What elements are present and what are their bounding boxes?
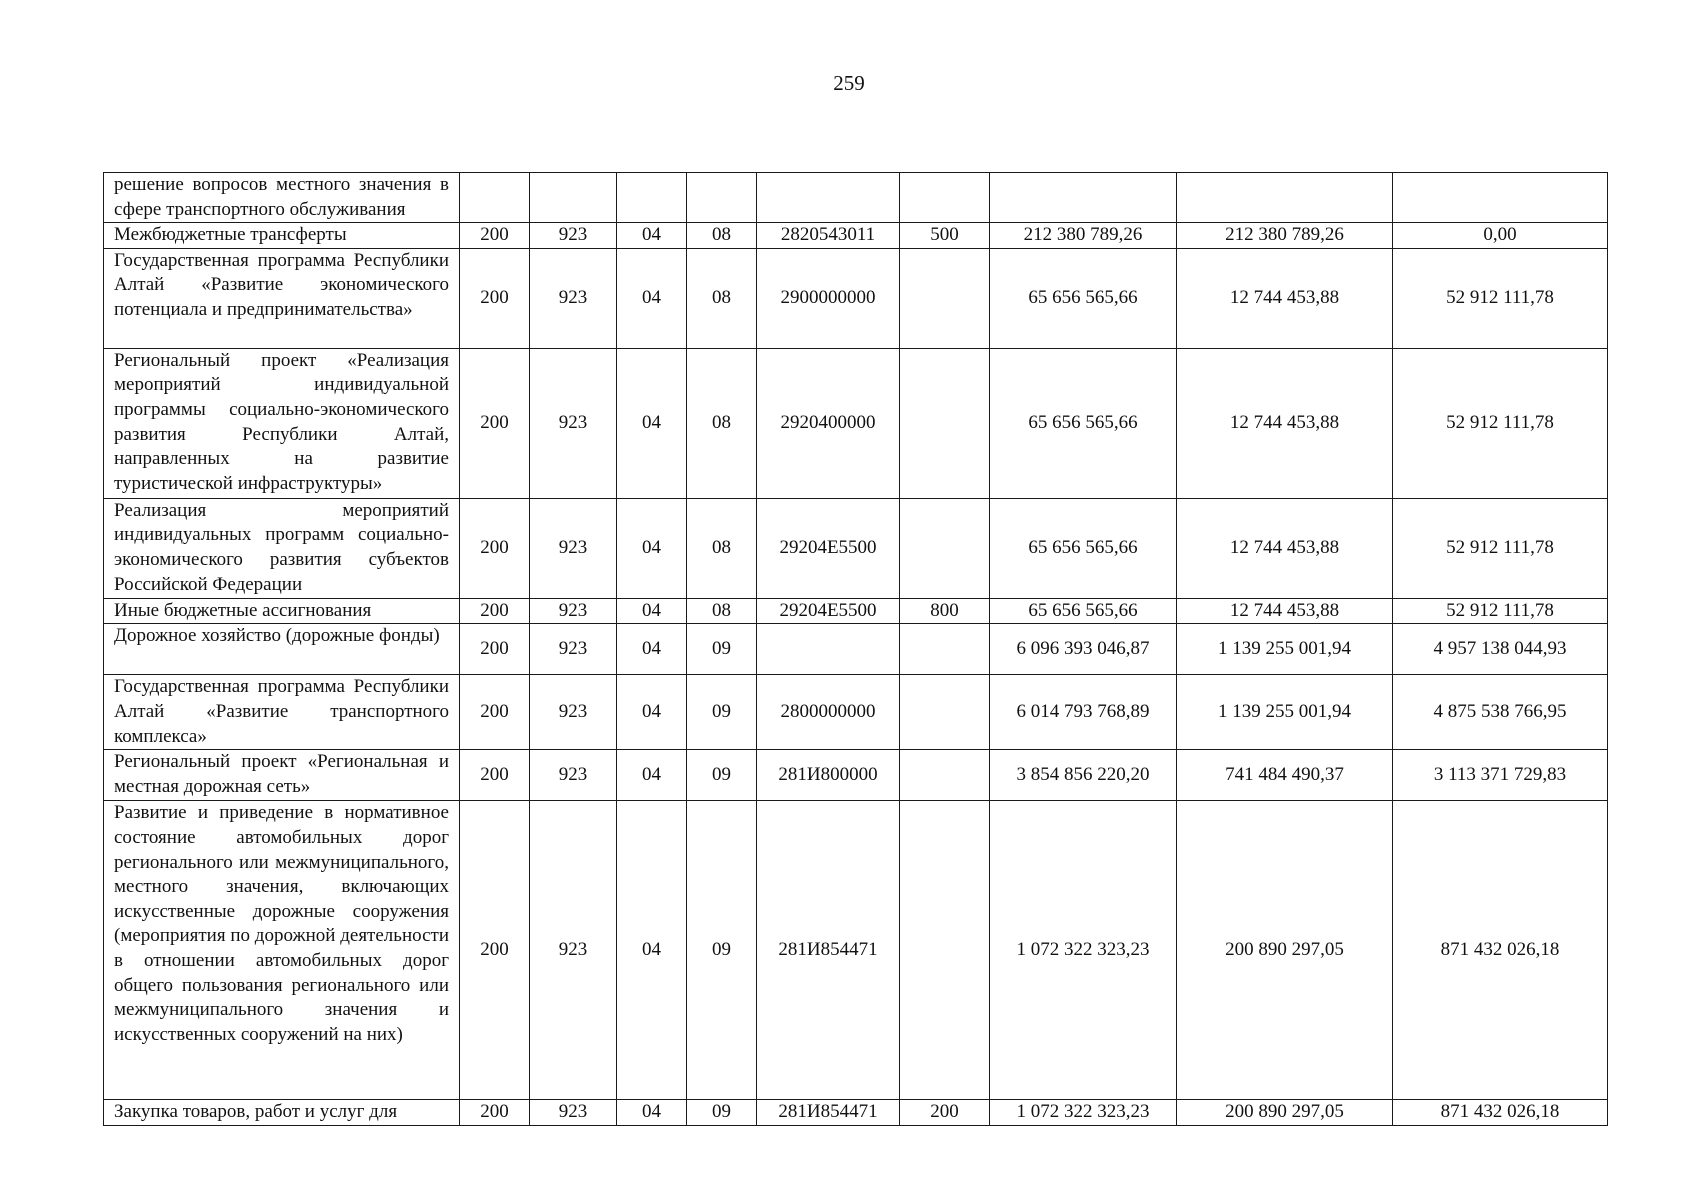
cell-sum2: 1 139 255 001,94 <box>1177 624 1393 675</box>
row-name: Межбюджетные трансферты <box>104 223 460 249</box>
cell-c2: 923 <box>530 675 617 750</box>
table-body <box>104 173 1608 1126</box>
cell-c6: 500 <box>900 223 990 249</box>
cell-sum2: 741 484 490,37 <box>1177 750 1393 801</box>
cell-sum1: 65 656 565,66 <box>990 498 1177 598</box>
row-name: Развитие и приведение в нормативное состояние автомобильных дорог регионального или межмуниципального, местного значения, включающих искусственные дорожные сооружения (мероприятия по дорожной деятельности в отношении автомобильных дорог общего пользования регионального или межмуниципального значения и искусственных сооружений на них) <box>104 801 460 1100</box>
cell-c5: 29204E5500 <box>757 498 900 598</box>
cell-c4: 09 <box>687 675 757 750</box>
cell-c1: 200 <box>460 750 530 801</box>
cell-c3 <box>617 173 687 223</box>
cell-sum1: 65 656 565,66 <box>990 598 1177 624</box>
cell-sum1: 1 072 322 323,23 <box>990 1100 1177 1126</box>
cell-c5: 2900000000 <box>757 248 900 348</box>
cell-sum3: 52 912 111,78 <box>1393 598 1608 624</box>
cell-sum3: 4 875 538 766,95 <box>1393 675 1608 750</box>
cell-c3: 04 <box>617 801 687 1100</box>
cell-sum1: 6 014 793 768,89 <box>990 675 1177 750</box>
cell-sum2: 212 380 789,26 <box>1177 223 1393 249</box>
cell-sum1 <box>990 173 1177 223</box>
cell-c2: 923 <box>530 248 617 348</box>
cell-sum2: 12 744 453,88 <box>1177 598 1393 624</box>
cell-c4: 09 <box>687 801 757 1100</box>
cell-c3: 04 <box>617 598 687 624</box>
cell-sum2: 1 139 255 001,94 <box>1177 675 1393 750</box>
cell-c3: 04 <box>617 624 687 675</box>
cell-sum3: 0,00 <box>1393 223 1608 249</box>
cell-sum2: 200 890 297,05 <box>1177 1100 1393 1126</box>
cell-c5: 2920400000 <box>757 348 900 498</box>
cell-c5 <box>757 624 900 675</box>
cell-sum1: 65 656 565,66 <box>990 248 1177 348</box>
cell-c3: 04 <box>617 675 687 750</box>
cell-c1: 200 <box>460 1100 530 1126</box>
cell-c1: 200 <box>460 675 530 750</box>
cell-c6 <box>900 498 990 598</box>
cell-c1: 200 <box>460 801 530 1100</box>
row-name: Закупка товаров, работ и услуг для <box>104 1100 460 1126</box>
cell-sum2: 200 890 297,05 <box>1177 801 1393 1100</box>
cell-c3: 04 <box>617 348 687 498</box>
cell-c6: 200 <box>900 1100 990 1126</box>
cell-c5: 2820543011 <box>757 223 900 249</box>
row-name: Реализация мероприятий индивидуальных программ социально-экономического развития субъектов Российской Федерации <box>104 498 460 598</box>
cell-c1: 200 <box>460 223 530 249</box>
cell-sum3: 4 957 138 044,93 <box>1393 624 1608 675</box>
cell-c2: 923 <box>530 598 617 624</box>
cell-sum2 <box>1177 173 1393 223</box>
row-name: Дорожное хозяйство (дорожные фонды) <box>104 624 460 675</box>
cell-c3: 04 <box>617 750 687 801</box>
cell-sum1: 3 854 856 220,20 <box>990 750 1177 801</box>
cell-c3: 04 <box>617 1100 687 1126</box>
cell-c4: 09 <box>687 1100 757 1126</box>
cell-c6 <box>900 348 990 498</box>
cell-c3: 04 <box>617 223 687 249</box>
cell-c6 <box>900 801 990 1100</box>
cell-c4 <box>687 173 757 223</box>
cell-c1: 200 <box>460 498 530 598</box>
cell-c5: 281И800000 <box>757 750 900 801</box>
cell-c4: 08 <box>687 498 757 598</box>
cell-sum3: 52 912 111,78 <box>1393 248 1608 348</box>
row-name: Региональный проект «Реализация мероприятий индивидуальной программы социально-экономического развития Республики Алтай, направленных на развитие туристической инфраструктуры» <box>104 348 460 498</box>
cell-c5 <box>757 173 900 223</box>
cell-sum3: 871 432 026,18 <box>1393 801 1608 1100</box>
cell-c5: 281И854471 <box>757 1100 900 1126</box>
cell-c2: 923 <box>530 498 617 598</box>
cell-c6 <box>900 750 990 801</box>
cell-c6 <box>900 248 990 348</box>
cell-c1 <box>460 173 530 223</box>
cell-c3: 04 <box>617 248 687 348</box>
cell-c6: 800 <box>900 598 990 624</box>
page-number: 259 <box>833 71 865 95</box>
cell-c4: 08 <box>687 223 757 249</box>
cell-sum2: 12 744 453,88 <box>1177 348 1393 498</box>
cell-c6 <box>900 173 990 223</box>
cell-sum3: 871 432 026,18 <box>1393 1100 1608 1126</box>
row-name: Государственная программа Республики Алтай «Развитие экономического потенциала и предпринимательства» <box>104 248 460 348</box>
row-name: решение вопросов местного значения в сфере транспортного обслуживания <box>104 173 460 223</box>
cell-sum1: 1 072 322 323,23 <box>990 801 1177 1100</box>
table-row <box>104 750 1608 801</box>
cell-c2: 923 <box>530 223 617 249</box>
cell-c2: 923 <box>530 348 617 498</box>
row-name: Иные бюджетные ассигнования <box>104 598 460 624</box>
table-row <box>104 248 1608 348</box>
cell-c6 <box>900 675 990 750</box>
cell-c1: 200 <box>460 598 530 624</box>
cell-c1: 200 <box>460 624 530 675</box>
cell-c4: 08 <box>687 598 757 624</box>
cell-c4: 09 <box>687 750 757 801</box>
cell-c2: 923 <box>530 1100 617 1126</box>
cell-c3: 04 <box>617 498 687 598</box>
cell-sum3 <box>1393 173 1608 223</box>
cell-c2 <box>530 173 617 223</box>
cell-sum1: 212 380 789,26 <box>990 223 1177 249</box>
cell-c2: 923 <box>530 750 617 801</box>
cell-c1: 200 <box>460 348 530 498</box>
cell-c1: 200 <box>460 248 530 348</box>
table-row <box>104 498 1608 598</box>
cell-sum2: 12 744 453,88 <box>1177 248 1393 348</box>
table-row <box>104 624 1608 675</box>
table-row <box>104 675 1608 750</box>
cell-c5: 29204E5500 <box>757 598 900 624</box>
row-name: Государственная программа Республики Алтай «Развитие транспортного комплекса» <box>104 675 460 750</box>
cell-c2: 923 <box>530 801 617 1100</box>
row-name: Региональный проект «Региональная и местная дорожная сеть» <box>104 750 460 801</box>
cell-sum3: 52 912 111,78 <box>1393 348 1608 498</box>
table-row <box>104 1100 1608 1126</box>
cell-c5: 2800000000 <box>757 675 900 750</box>
budget-table <box>103 172 1608 1126</box>
cell-sum1: 6 096 393 046,87 <box>990 624 1177 675</box>
table-row <box>104 598 1608 624</box>
cell-sum3: 52 912 111,78 <box>1393 498 1608 598</box>
cell-c5: 281И854471 <box>757 801 900 1100</box>
cell-c4: 09 <box>687 624 757 675</box>
cell-sum1: 65 656 565,66 <box>990 348 1177 498</box>
table-row <box>104 801 1608 1100</box>
table-row <box>104 348 1608 498</box>
cell-c4: 08 <box>687 348 757 498</box>
cell-sum3: 3 113 371 729,83 <box>1393 750 1608 801</box>
table-row <box>104 223 1608 249</box>
cell-sum2: 12 744 453,88 <box>1177 498 1393 598</box>
cell-c4: 08 <box>687 248 757 348</box>
table-row <box>104 173 1608 223</box>
cell-c6 <box>900 624 990 675</box>
cell-c2: 923 <box>530 624 617 675</box>
